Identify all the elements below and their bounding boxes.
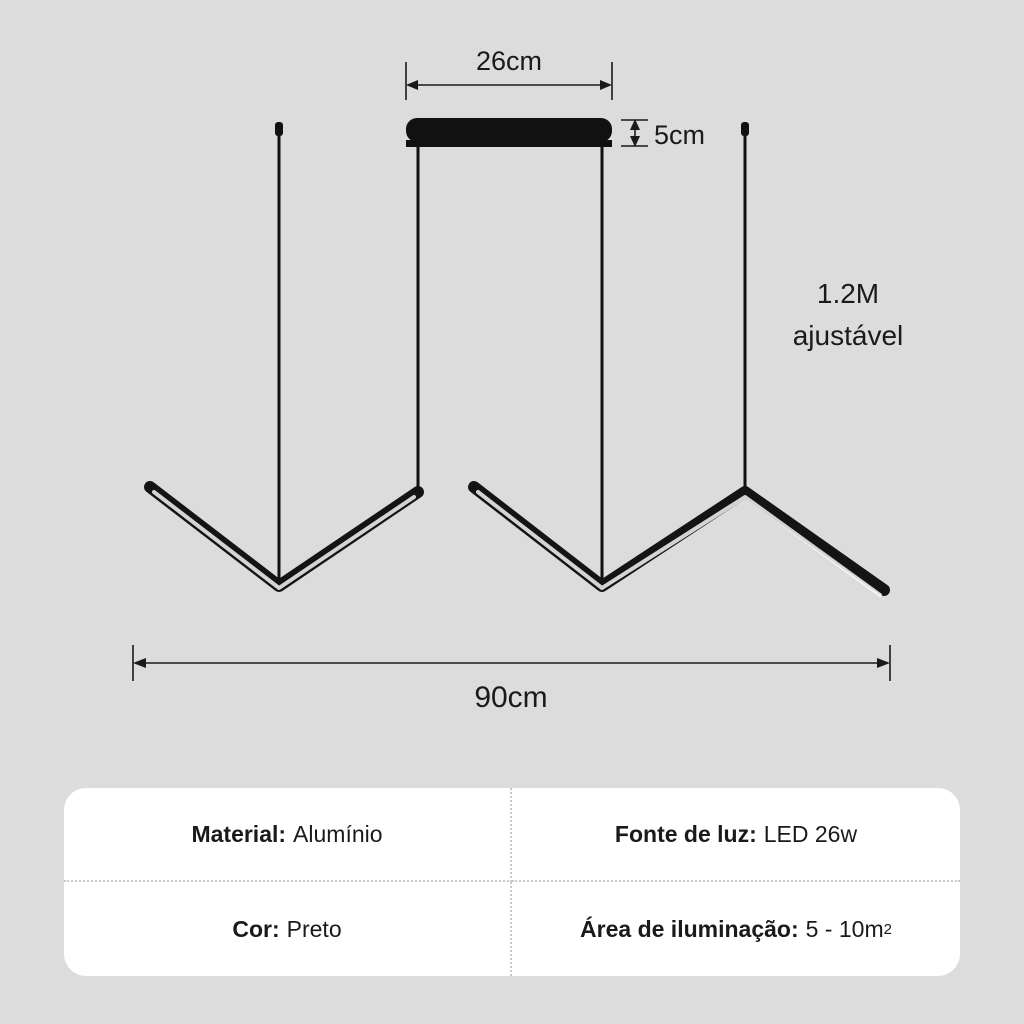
total-width-label: 90cm [474,681,548,714]
spec-color-key: Cor: [232,915,280,942]
ceiling-canopy [406,118,612,147]
canopy-width-dimension [406,46,612,100]
spec-color-value: Preto [286,915,342,942]
specification-card [64,788,960,976]
spec-light-source-key: Fonte de luz: [614,820,757,847]
spec-material [64,788,512,882]
canopy-width-label: 26cm [475,46,543,76]
spec-material-value: Alumínio [293,820,383,847]
led-bar-left [150,487,418,588]
suspension-length-note: ajustável [792,320,904,351]
spec-light-source-value: LED 26w [763,820,858,847]
spec-material-key: Material: [191,820,287,847]
spec-illumination-area-value: 5 - 10m [805,915,884,942]
spec-color [64,882,512,976]
led-bar-right [474,487,884,595]
suspension-length-label [793,278,904,351]
spec-light-source [512,788,960,882]
canopy-height-dimension [621,119,705,150]
canopy-height-label: 5cm [654,120,706,150]
suspension-length-value: 1.2M [816,278,880,309]
spec-illumination-area-superscript: 2 [883,920,892,938]
spec-illumination-area-key: Área de iluminação: [580,915,799,942]
total-width-dimension [133,645,890,714]
spec-illumination-area [512,882,960,976]
